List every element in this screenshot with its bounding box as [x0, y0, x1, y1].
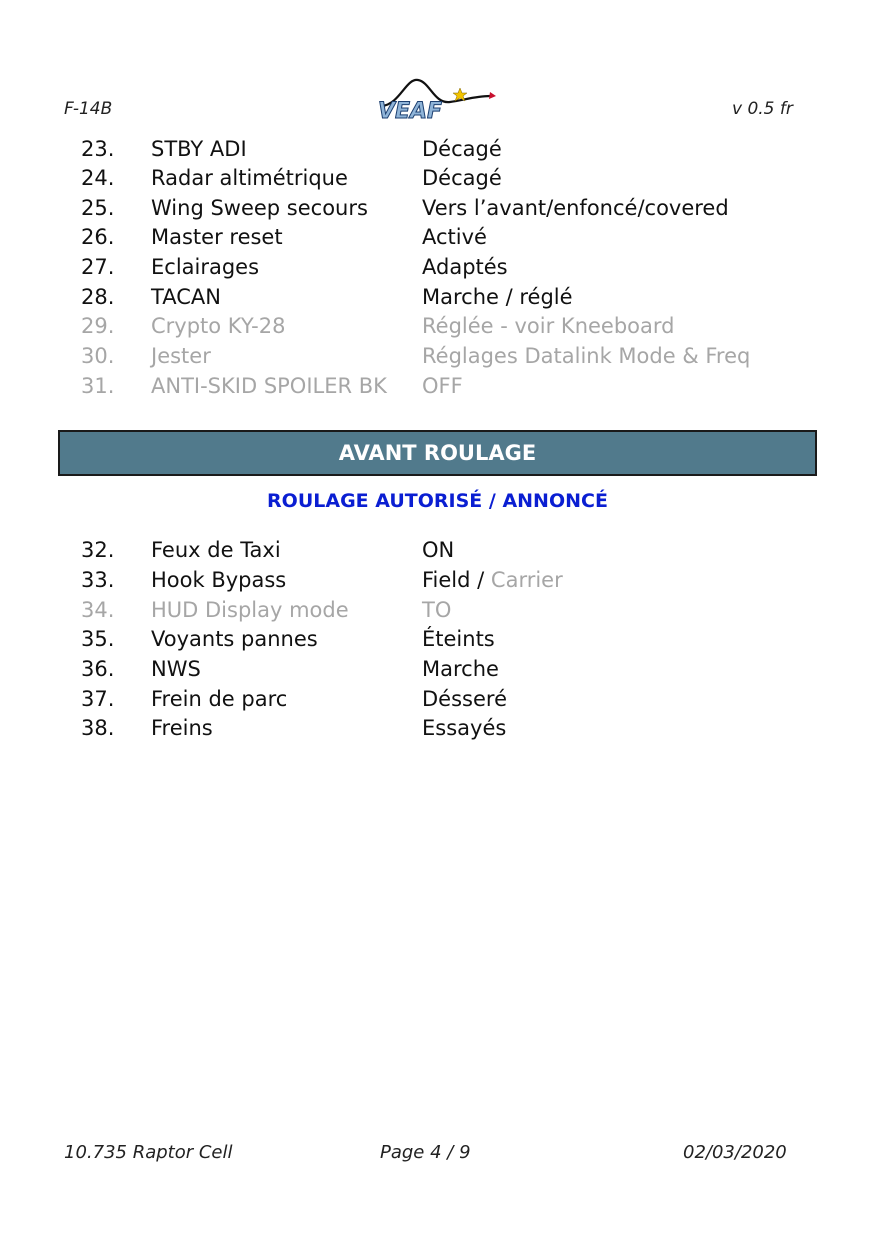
row-number: 35. — [81, 627, 115, 651]
footer-unit: 10.735 Raptor Cell — [64, 1142, 233, 1163]
row-number: 28. — [81, 285, 115, 309]
row-number: 34. — [81, 598, 115, 622]
row-value: Vers l’avant/enfoncé/covered — [422, 196, 729, 220]
row-item: Hook Bypass — [151, 568, 287, 592]
row-item: Radar altimétrique — [151, 166, 348, 190]
row-item: Jester — [151, 344, 211, 368]
svg-text:VEAF: VEAF — [377, 99, 443, 124]
row-number: 25. — [81, 196, 115, 220]
row-number: 32. — [81, 538, 115, 562]
aircraft-label: F-14B — [64, 99, 113, 119]
row-number: 26. — [81, 225, 115, 249]
row-value: Décagé — [422, 137, 502, 161]
row-number: 31. — [81, 374, 115, 398]
row-number: 36. — [81, 657, 115, 681]
row-number: 24. — [81, 166, 115, 190]
row-value: Marche — [422, 657, 499, 681]
row-number: 37. — [81, 687, 115, 711]
footer-page-number: Page 4 / 9 — [380, 1142, 471, 1163]
row-item: Crypto KY-28 — [151, 314, 286, 338]
row-value: Marche / réglé — [422, 285, 573, 309]
row-value: Réglages Datalink Mode & Freq — [422, 344, 751, 368]
row-value: TO — [422, 598, 452, 622]
row-item: ANTI-SKID SPOILER BK — [151, 374, 387, 398]
row-value-dim: Carrier — [490, 568, 563, 592]
row-item: STBY ADI — [151, 137, 247, 161]
row-item: Master reset — [151, 225, 283, 249]
row-item: Freins — [151, 716, 213, 740]
version-label: v 0.5 fr — [732, 99, 793, 119]
row-value: Éteints — [422, 627, 495, 651]
row-item: Wing Sweep secours — [151, 196, 368, 220]
row-value: Réglée - voir Kneeboard — [422, 314, 675, 338]
row-item: HUD Display mode — [151, 598, 349, 622]
row-value: ON — [422, 538, 455, 562]
row-number: 29. — [81, 314, 115, 338]
row-value: OFF — [422, 374, 463, 398]
section-title-bar: AVANT ROULAGE — [58, 430, 817, 476]
row-value — [422, 565, 563, 595]
row-item: TACAN — [151, 285, 221, 309]
row-item: Feux de Taxi — [151, 538, 281, 562]
veaf-logo — [372, 74, 497, 124]
row-value-main: Field / — [422, 568, 491, 592]
row-number: 27. — [81, 255, 115, 279]
row-value: Activé — [422, 225, 487, 249]
row-number: 30. — [81, 344, 115, 368]
row-item: Frein de parc — [151, 687, 288, 711]
row-number: 33. — [81, 568, 115, 592]
footer-date: 02/03/2020 — [683, 1142, 787, 1163]
section-subtitle: ROULAGE AUTORISÉ / ANNONCÉ — [267, 490, 608, 512]
row-item: NWS — [151, 657, 201, 681]
row-value: Désseré — [422, 687, 507, 711]
row-item: Voyants pannes — [151, 627, 318, 651]
row-value: Adaptés — [422, 255, 508, 279]
row-number: 23. — [81, 137, 115, 161]
row-value: Décagé — [422, 166, 502, 190]
row-item: Eclairages — [151, 255, 260, 279]
row-value: Essayés — [422, 716, 507, 740]
row-number: 38. — [81, 716, 115, 740]
